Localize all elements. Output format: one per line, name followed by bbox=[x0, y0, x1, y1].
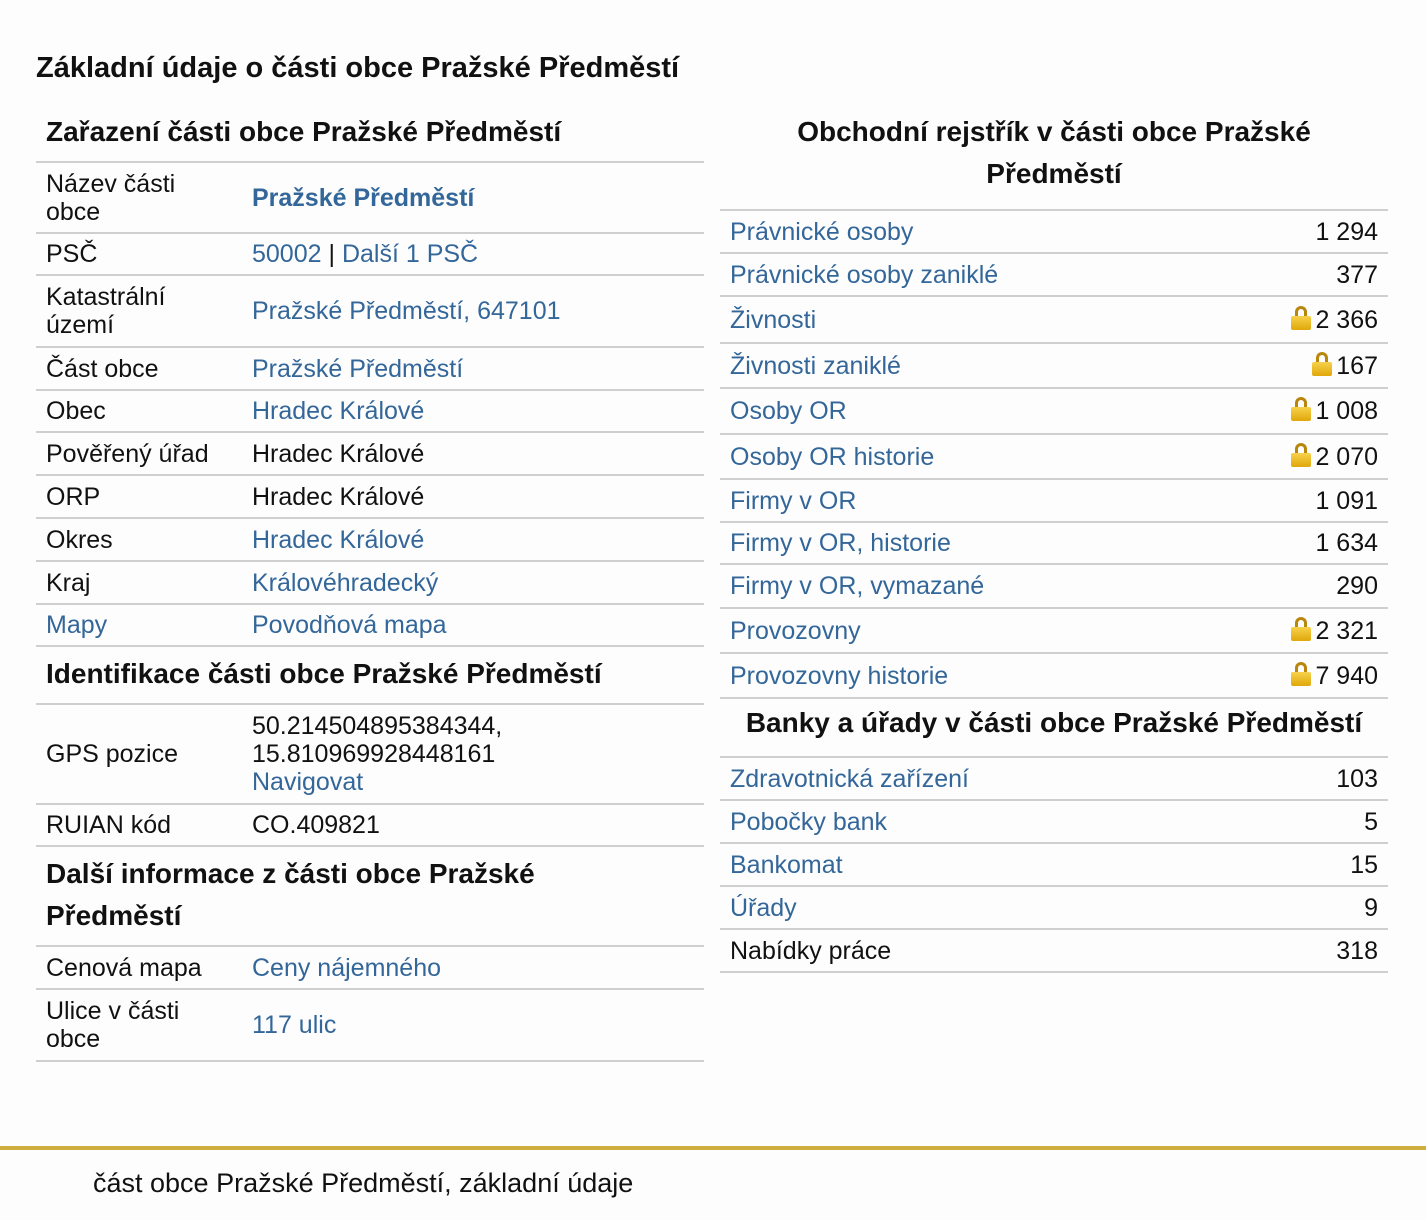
zarazeni-heading: Zařazení části obce Pražské Předměstí bbox=[36, 108, 704, 163]
kraj-link[interactable]: Královéhradecký bbox=[252, 568, 439, 597]
stat-value: 167 bbox=[1336, 351, 1378, 380]
table-row bbox=[720, 608, 1388, 653]
table-row bbox=[36, 604, 704, 646]
zarazeni-table bbox=[36, 163, 704, 647]
dalsi-table bbox=[36, 947, 704, 1062]
katastr-link[interactable]: Pražské Předměstí, 647101 bbox=[252, 297, 561, 325]
rejstrik-link[interactable]: Firmy v OR bbox=[730, 486, 857, 515]
rejstrik-link[interactable]: Osoby OR bbox=[730, 397, 847, 425]
table-row bbox=[36, 561, 704, 604]
row-label: Část obce bbox=[36, 347, 232, 390]
obec-link[interactable]: Hradec Králové bbox=[252, 397, 425, 425]
table-row bbox=[720, 296, 1388, 343]
rejstrik-link[interactable]: Osoby OR historie bbox=[730, 442, 935, 471]
stat-value: 1 294 bbox=[1315, 217, 1378, 246]
rejstrik-heading: Obchodní rejstřík v části obce Pražské Předměstí bbox=[720, 108, 1388, 211]
banky-label: Nabídky práce bbox=[730, 936, 892, 965]
rejstrik-link[interactable]: Provozovny historie bbox=[730, 661, 949, 690]
row-label: Pověřený úřad bbox=[36, 432, 232, 475]
rejstrik-link[interactable]: Firmy v OR, vymazané bbox=[730, 572, 985, 600]
table-row bbox=[36, 475, 704, 518]
more-psc-link[interactable]: Další 1 PSČ bbox=[341, 240, 479, 268]
table-row bbox=[36, 432, 704, 475]
row-label: Cenová mapa bbox=[36, 947, 232, 989]
gps-lon: 15.810969928448161 bbox=[252, 740, 496, 768]
row-label: Okres bbox=[36, 518, 232, 561]
dalsi-heading: Další informace z části obce Pražské Předměstí bbox=[36, 847, 704, 947]
stat-value: 2 070 bbox=[1315, 442, 1378, 471]
stat-value: 15 bbox=[1259, 843, 1388, 886]
navigate-link[interactable]: Navigovat bbox=[252, 768, 364, 796]
banky-link[interactable]: Úřady bbox=[730, 893, 797, 922]
footer-rule bbox=[0, 1146, 1426, 1150]
povodnova-mapa-link[interactable]: Povodňová mapa bbox=[252, 611, 447, 639]
table-row bbox=[36, 518, 704, 561]
table-row bbox=[36, 275, 704, 347]
stat-value: 2 366 bbox=[1315, 305, 1378, 334]
table-row bbox=[720, 758, 1388, 800]
stat-value: 5 bbox=[1259, 800, 1388, 843]
table-row bbox=[36, 390, 704, 432]
psc-link[interactable]: 50002 bbox=[252, 240, 322, 268]
table-row bbox=[36, 233, 704, 275]
stat-value: 1 091 bbox=[1315, 486, 1378, 515]
table-row bbox=[720, 479, 1388, 522]
identifikace-table bbox=[36, 705, 704, 847]
rejstrik-table bbox=[720, 211, 1388, 699]
ulice-link[interactable]: 117 ulic bbox=[252, 1011, 337, 1039]
stat-value: 1 634 bbox=[1315, 529, 1378, 557]
table-row bbox=[36, 347, 704, 390]
table-row bbox=[720, 843, 1388, 886]
ruian-value: CO.409821 bbox=[232, 804, 704, 846]
okres-link[interactable]: Hradec Králové bbox=[252, 525, 425, 554]
row-label: PSČ bbox=[36, 233, 232, 275]
rejstrik-link[interactable]: Živnosti bbox=[730, 305, 817, 334]
nazev-link[interactable]: Pražské Předměstí bbox=[252, 183, 475, 212]
table-row bbox=[720, 388, 1388, 434]
stat-value: 290 bbox=[1336, 572, 1378, 600]
gps-lat: 50.214504895384344, bbox=[252, 712, 503, 740]
identifikace-heading: Identifikace části obce Pražské Předměstí bbox=[36, 647, 704, 705]
table-row bbox=[720, 886, 1388, 929]
banky-table bbox=[720, 758, 1388, 973]
row-label: RUIAN kód bbox=[36, 804, 232, 846]
banky-heading: Banky a úřady v části obce Pražské Předměstí bbox=[720, 699, 1388, 758]
rejstrik-link[interactable]: Právnické osoby bbox=[730, 217, 914, 246]
lock-icon bbox=[1291, 617, 1311, 641]
rejstrik-link[interactable]: Živnosti zaniklé bbox=[730, 351, 901, 380]
row-label: Název části obce bbox=[36, 163, 232, 233]
stat-value: 9 bbox=[1259, 886, 1388, 929]
stat-value: 318 bbox=[1259, 929, 1388, 972]
lock-icon bbox=[1291, 443, 1311, 467]
orp-value: Hradec Králové bbox=[232, 475, 704, 518]
lock-icon bbox=[1291, 662, 1311, 686]
table-row bbox=[720, 929, 1388, 972]
mapy-link[interactable]: Mapy bbox=[46, 611, 108, 639]
row-label: Kraj bbox=[36, 561, 232, 604]
psc-separator: | bbox=[328, 240, 335, 268]
table-row bbox=[720, 653, 1388, 698]
table-row bbox=[720, 800, 1388, 843]
row-label: ORP bbox=[36, 475, 232, 518]
table-row bbox=[720, 253, 1388, 296]
stat-value: 103 bbox=[1259, 758, 1388, 800]
right-column bbox=[720, 108, 1388, 973]
banky-link[interactable]: Bankomat bbox=[730, 850, 843, 879]
footer-caption: část obce Pražské Předměstí, základní údaje bbox=[93, 1168, 634, 1198]
table-row bbox=[720, 434, 1388, 479]
table-row bbox=[720, 343, 1388, 388]
row-label: Ulice v části obce bbox=[36, 989, 232, 1061]
stat-value: 7 940 bbox=[1315, 661, 1378, 690]
table-row bbox=[720, 564, 1388, 608]
table-row bbox=[36, 163, 704, 233]
banky-link[interactable]: Pobočky bank bbox=[730, 807, 888, 836]
table-row bbox=[36, 989, 704, 1061]
ceny-najemneho-link[interactable]: Ceny nájemného bbox=[252, 953, 442, 982]
table-row bbox=[36, 947, 704, 989]
row-label: Obec bbox=[36, 390, 232, 432]
table-row bbox=[720, 522, 1388, 564]
table-row bbox=[720, 211, 1388, 253]
lock-icon bbox=[1312, 352, 1332, 376]
stat-value: 377 bbox=[1336, 260, 1378, 289]
row-label: Katastrální území bbox=[36, 275, 232, 347]
table-row bbox=[36, 705, 704, 804]
stat-value: 2 321 bbox=[1315, 616, 1378, 645]
stat-value: 1 008 bbox=[1315, 397, 1378, 425]
rejstrik-link[interactable]: Právnické osoby zaniklé bbox=[730, 260, 999, 289]
row-label: GPS pozice bbox=[36, 705, 232, 804]
page-title: Základní údaje o části obce Pražské Předměstí bbox=[36, 52, 680, 84]
banky-link[interactable]: Zdravotnická zařízení bbox=[730, 764, 969, 793]
table-row bbox=[36, 804, 704, 846]
lock-icon bbox=[1291, 397, 1311, 421]
lock-icon bbox=[1291, 306, 1311, 330]
povereny-urad-value: Hradec Králové bbox=[232, 432, 704, 475]
rejstrik-link[interactable]: Firmy v OR, historie bbox=[730, 529, 951, 557]
rejstrik-link[interactable]: Provozovny bbox=[730, 616, 861, 645]
left-column bbox=[36, 108, 704, 1062]
cast-obce-link[interactable]: Pražské Předměstí bbox=[252, 354, 464, 383]
